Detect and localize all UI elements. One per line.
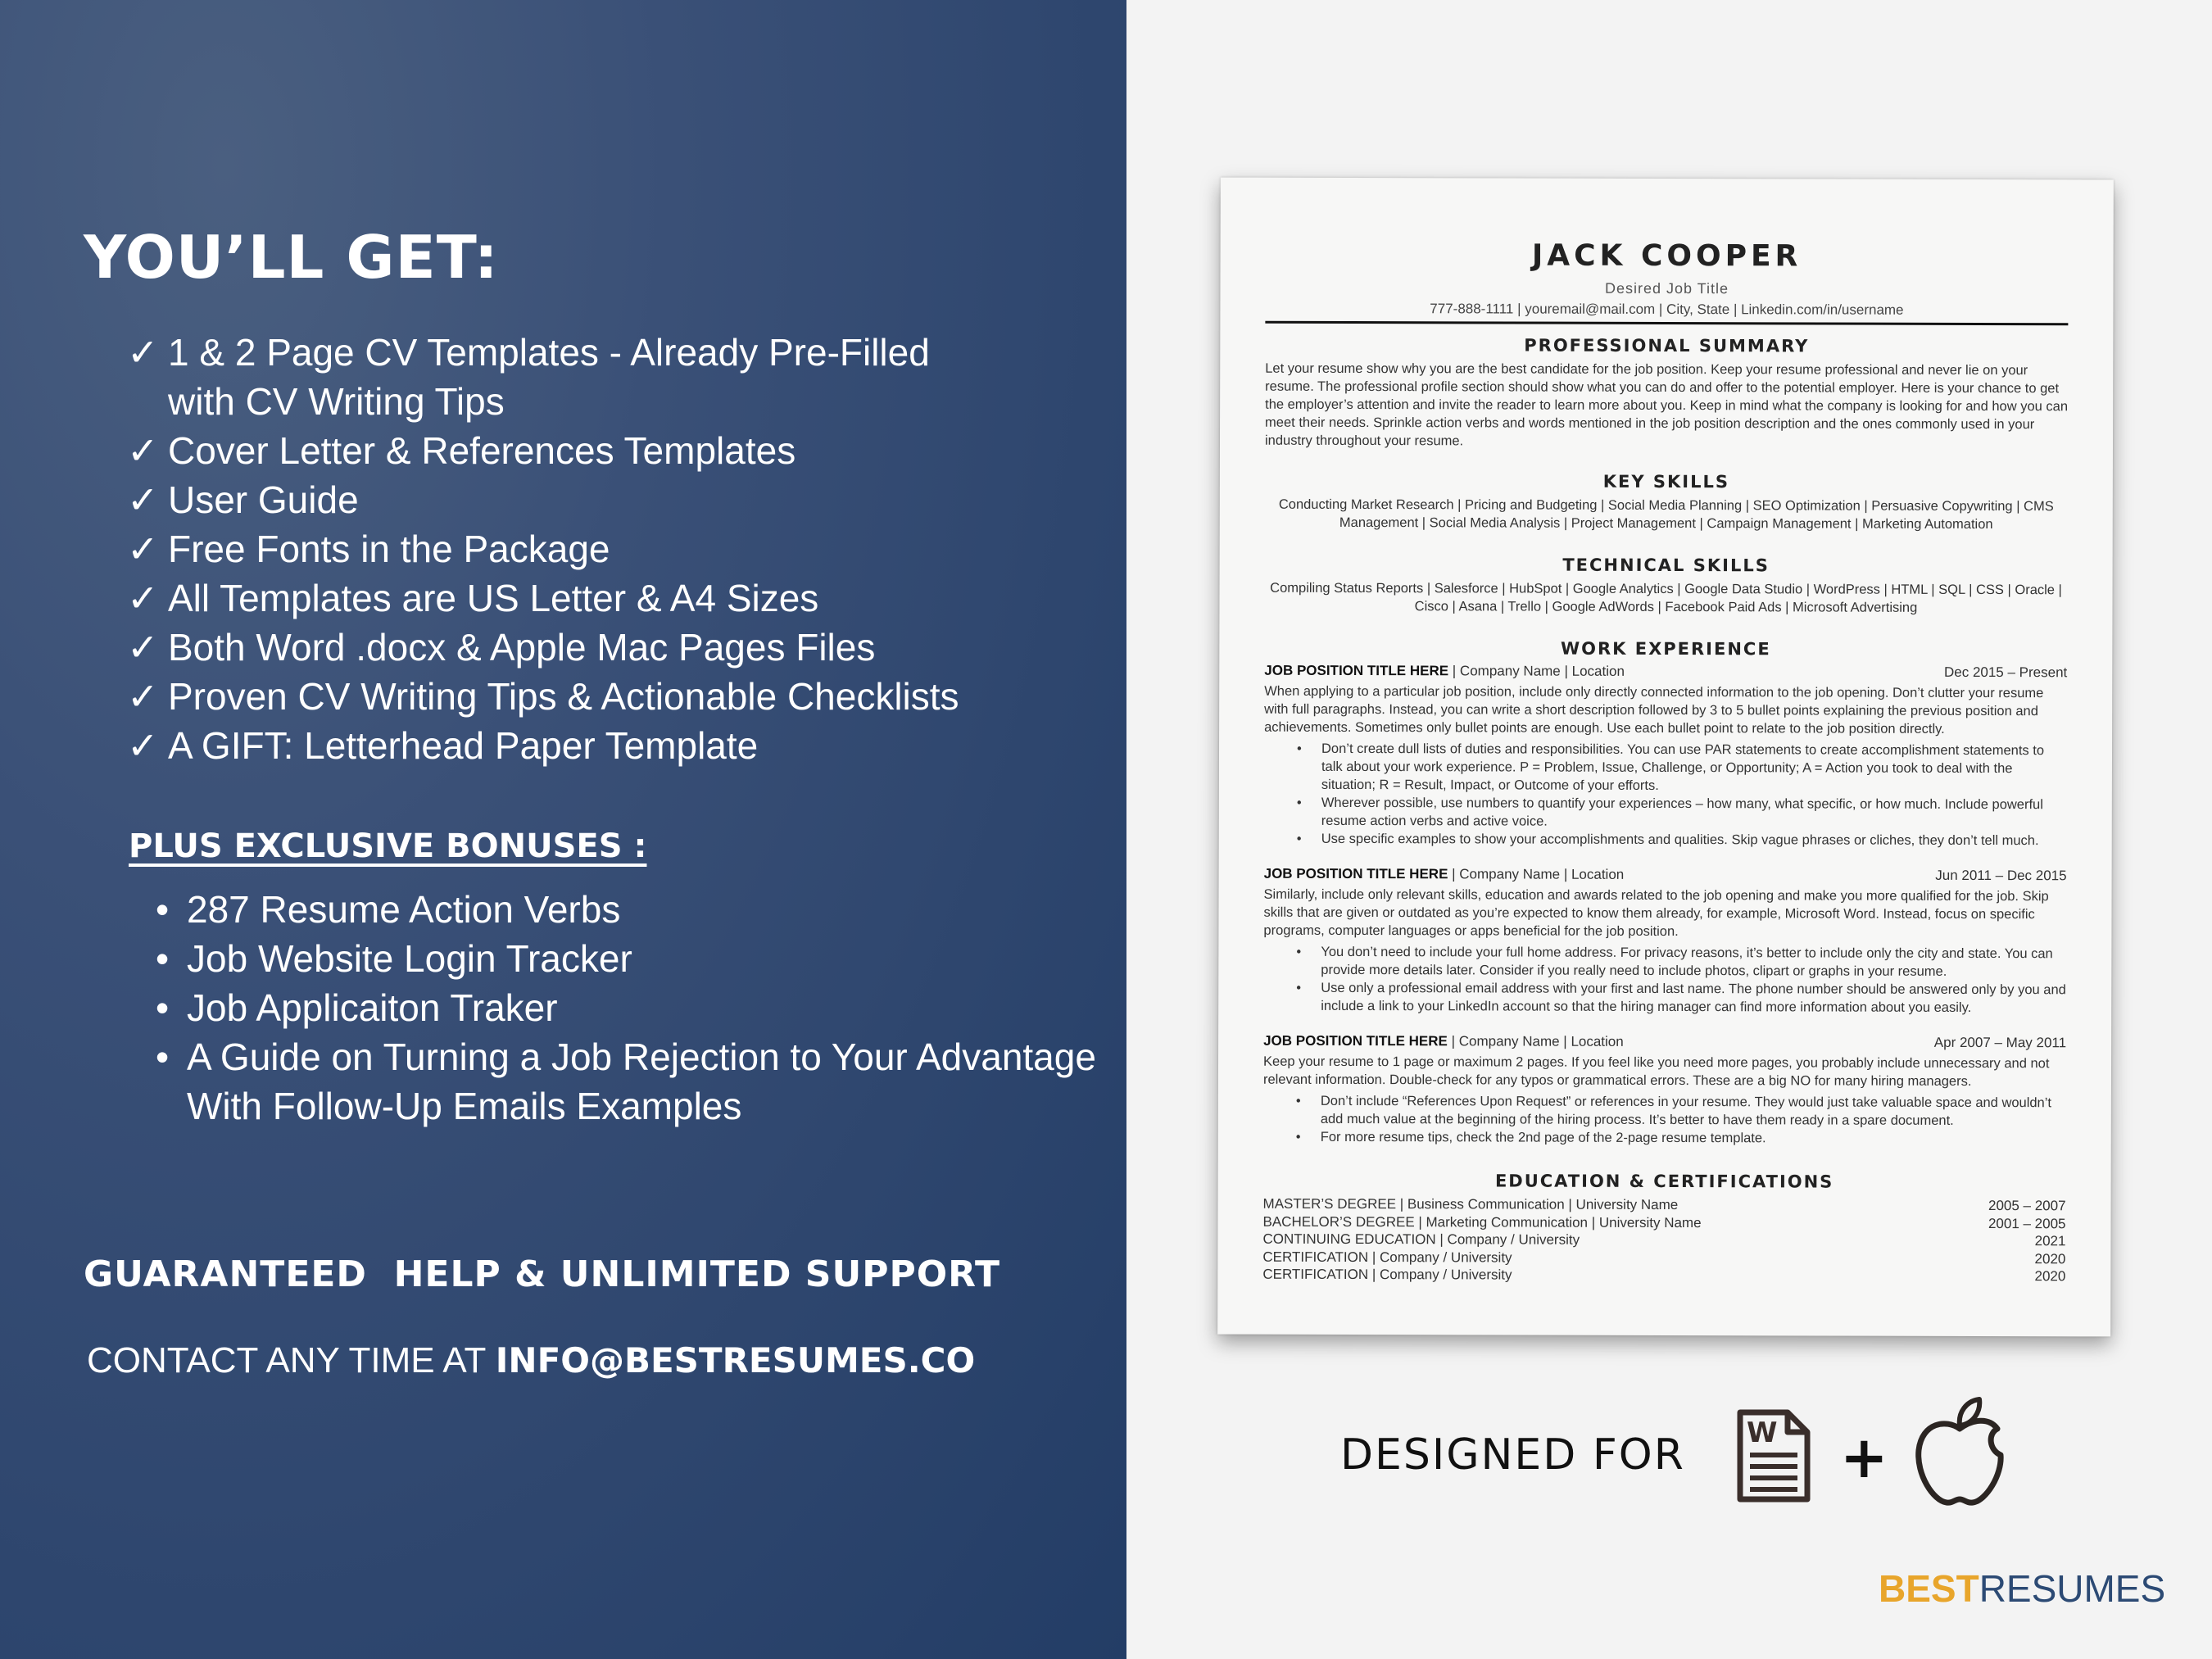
- apple-logo-icon: [1911, 1393, 2009, 1507]
- resume-contact: 777-888-1111 | youremail@mail.com | City, State | Linkedin.com/in/username: [1430, 301, 1904, 318]
- job-header: [1263, 1033, 2066, 1052]
- list-item: ✓ Both Word .docx & Apple Mac Pages Files: [127, 623, 959, 672]
- education-list: [1262, 1195, 2065, 1285]
- list-item: ✓ A GIFT: Letterhead Paper Template: [127, 721, 959, 770]
- summary-text: Let your resume show why you are the best candidate for the job position. Keep your resume professional and never lie on your resume. The professional profile section should show what you can do and offer to the potential employer. Here is your chance to get the employer’s attention and invite the reader to learn more about you. Keep in mind what the company is looking for and how you can meet their needs. Sprinkle action verbs and words mentioned in the job position description and the ones commonly used in your industry throughout your resume.: [1264, 360, 2069, 449]
- bullet-icon: •: [156, 888, 170, 931]
- check-icon: ✓: [127, 528, 159, 570]
- job-header: [1264, 866, 2067, 885]
- list-item: • 287 Resume Action Verbs: [156, 885, 1096, 934]
- list-item: • Wherever possible, use numbers to quantify your experiences – how many, what specific, or how much. Include powerful resume action verbs and active voice.: [1297, 794, 2067, 832]
- job-dates: Dec 2015 – Present: [1943, 664, 2068, 681]
- list-item: CERTIFICATION | Company / University 2020: [1262, 1249, 2066, 1267]
- list-item: • Don’t include “References Upon Request” or references in your resume. They would just take valuable space and wouldn’t add much value at the beginning of the hiring process. It’s better to have them ready in a spare document.: [1296, 1092, 2066, 1130]
- word-document-icon: [1735, 1407, 1812, 1504]
- job-bullets: [1297, 740, 2067, 850]
- list-item: ✓ Free Fonts in the Package: [127, 524, 959, 573]
- resume-name: JACK COOPER: [1531, 238, 1802, 274]
- page-heading: YOU’LL GET:: [84, 223, 499, 292]
- list-item: CERTIFICATION | Company / University 2020: [1262, 1266, 2066, 1285]
- work-heading: WORK EXPERIENCE: [1560, 638, 1771, 660]
- bullet-icon: •: [156, 1036, 170, 1078]
- job-title: JOB POSITION TITLE HERE: [1263, 1032, 1448, 1049]
- job-title: JOB POSITION TITLE HERE: [1263, 865, 1448, 882]
- list-item: ✓ 1 & 2 Page CV Templates - Already Pre-Filled: [127, 328, 959, 377]
- job-company: | Company Name | Location: [1448, 866, 1625, 882]
- resume-preview: [1217, 178, 2114, 1337]
- check-icon: ✓: [127, 577, 159, 619]
- list-item: • Don’t create dull lists of duties and responsibilities. You can use PAR statements to create accomplishment statements to talk about your work experience. P = Problem, Issue, Challenge, or Opportunity; A = Action you took to deal with the situation; R = Result, Impact, or Outcome of your efforts.: [1297, 740, 2067, 796]
- job-company: | Company Name | Location: [1447, 1033, 1624, 1049]
- list-item: • You don’t need to include your full home address. For privacy reasons, it’s better to include only the city and state. You can provide more details later. Consider if you really need to include photos, clipart or graphs in your resume.: [1296, 943, 2066, 981]
- list-item: • Job Website Login Tracker: [156, 934, 1096, 983]
- bonus-list: [156, 885, 1096, 1131]
- skills-heading: KEY SKILLS: [1602, 471, 1730, 492]
- check-icon: ✓: [127, 724, 159, 767]
- designed-for-label: DESIGNED FOR: [1340, 1430, 1685, 1480]
- word-icon-letter: W: [1747, 1416, 1778, 1449]
- plus-sign: +: [1840, 1424, 1888, 1491]
- divider: [1265, 321, 2068, 326]
- included-items-list: [127, 328, 959, 770]
- contact-email[interactable]: INFO@BESTRESUMES.CO: [495, 1340, 976, 1380]
- job-description: Keep your resume to 1 page or maximum 2 pages. If you feel like you need more pages, you probably include unnecessary and not relevant information. Double-check for any typos or grammatical errors. These are a big NO for many hiring managers.: [1262, 1054, 2050, 1089]
- bonus-title: PLUS EXCLUSIVE BONUSES :: [129, 827, 647, 865]
- bullet-icon: •: [156, 986, 170, 1029]
- bullet-icon: •: [156, 937, 170, 980]
- check-icon: ✓: [127, 429, 159, 472]
- job-bullets: [1296, 943, 2066, 1017]
- tech-text: Compiling Status Reports | Salesforce | HubSpot | Google Analytics | Google Data Studio | WordPress | HTML | SQL | CSS | Oracle | Cisco | Asana | Trello | Google AdWords | Facebook Paid Ads | Microsoft Advertising: [1270, 580, 2062, 615]
- list-item: CONTINUING EDUCATION | Company / University 2021: [1262, 1231, 2066, 1249]
- contact-prefix: CONTACT ANY TIME AT: [87, 1340, 486, 1380]
- job-title: JOB POSITION TITLE HERE: [1264, 662, 1449, 679]
- list-item: ✓ Proven CV Writing Tips & Actionable Checklists: [127, 672, 959, 721]
- list-item: with CV Writing Tips: [168, 380, 505, 423]
- list-item: ✓ All Templates are US Letter & A4 Sizes: [127, 573, 959, 623]
- list-item: ✓ User Guide: [127, 475, 959, 524]
- check-icon: ✓: [127, 675, 159, 718]
- list-item: • Job Applicaiton Traker: [156, 983, 1096, 1032]
- job-header: [1264, 663, 2067, 682]
- list-item: ✓ Cover Letter & References Templates: [127, 426, 959, 475]
- check-icon: ✓: [127, 478, 159, 521]
- list-item: • A Guide on Turning a Job Rejection to Your Advantage: [156, 1032, 1096, 1081]
- tech-heading: TECHNICAL SKILLS: [1562, 555, 1770, 576]
- list-item: • For more resume tips, check the 2nd page of the 2-page resume template.: [1296, 1128, 2066, 1148]
- job-company: | Company Name | Location: [1448, 663, 1625, 679]
- job-dates: Jun 2011 – Dec 2015: [1935, 867, 2067, 884]
- brand-logo: BESTRESUMES: [1879, 1567, 2166, 1610]
- check-icon: ✓: [127, 626, 159, 669]
- summary-heading: PROFESSIONAL SUMMARY: [1524, 335, 1810, 356]
- job-dates: Apr 2007 – May 2011: [1933, 1034, 2067, 1051]
- education-heading: EDUCATION & CERTIFICATIONS: [1494, 1171, 1834, 1192]
- list-item: • Use specific examples to show your accomplishments and qualities. Skip vague phrases or cliches, they don’t tell much.: [1297, 830, 2067, 850]
- resume-job-title: Desired Job Title: [1604, 279, 1729, 297]
- support-text: GUARANTEED HELP & UNLIMITED SUPPORT: [84, 1253, 1001, 1295]
- list-item: • Use only a professional email address with your first and last name. The phone number should be answered only by you and include a link to your LinkedIn account so that the hiring manager can find more information about you easily.: [1296, 979, 2066, 1017]
- contact-line: [87, 1340, 975, 1381]
- list-item: With Follow-Up Emails Examples: [187, 1085, 742, 1127]
- job-description: Similarly, include only relevant skills, education and awards related to the job opening and make you more qualified for the job. Skip skills that are given or outdated as you’re expected to know them already, for example, Microsoft Word. Instead, focus on specific programs, computer languages or apps beneficial for the job position.: [1263, 886, 2049, 940]
- list-item: BACHELOR’S DEGREE | Marketing Communication | University Name 2001 – 2005: [1262, 1213, 2066, 1231]
- job-description: When applying to a particular job position, include only directly connected information to the job opening. Don’t clutter your resume with full paragraphs. Instead, you can write a short description followed by 3 to 5 bullet points explaining the previous position and achievements. Sometimes only bullet points are enough. Use each bullet point to relate to the job position directly.: [1264, 683, 2044, 737]
- job-bullets: [1296, 1092, 2066, 1148]
- skills-text: Conducting Market Research | Pricing and Budgeting | Social Media Planning | SEO Optimization | Persuasive Copywriting | CMS Management | Social Media Analysis | Project Management | Campaign Management | Marketing Automation: [1278, 496, 2054, 533]
- check-icon: ✓: [127, 331, 159, 374]
- list-item: MASTER’S DEGREE | Business Communication | University Name 2005 – 2007: [1262, 1195, 2066, 1214]
